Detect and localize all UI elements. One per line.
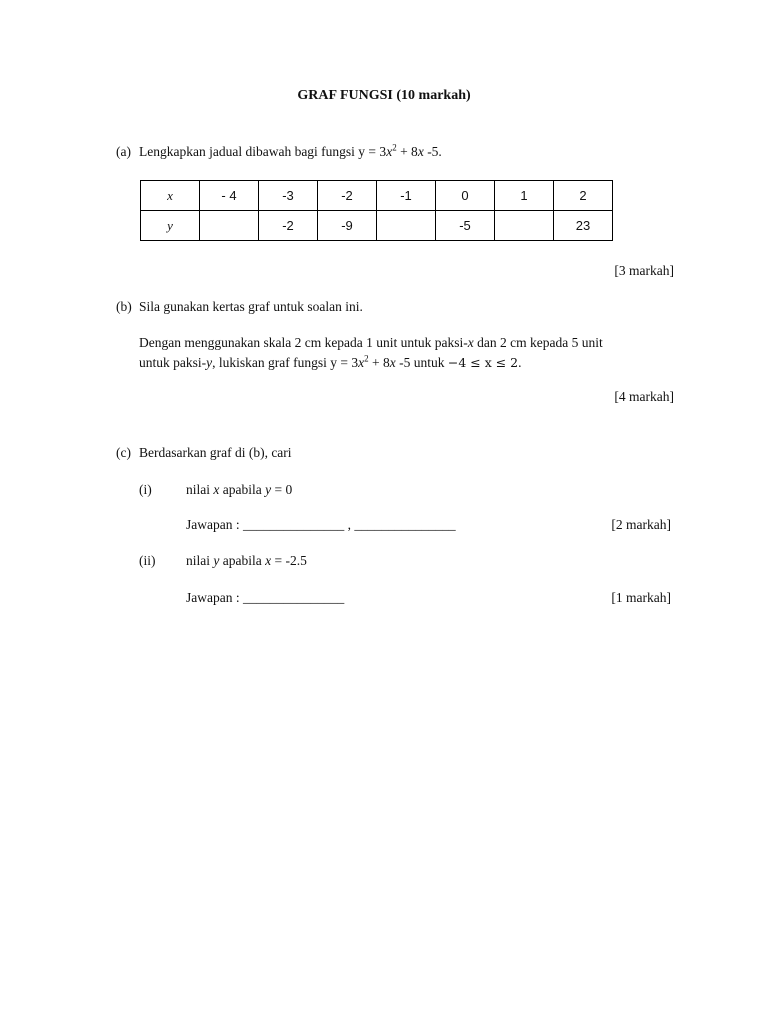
question-a-text: Lengkapkan jadual dibawah bagi fungsi $y = 3x^2 + 8x$ -5. — [139, 142, 442, 159]
table-cell-x: -3 — [259, 181, 318, 211]
question-c-ii-text: nilai y apabila x = -2.5 — [186, 553, 307, 568]
table-cell-x: - 4 — [200, 181, 259, 211]
question-c-text: Berdasarkan graf di (b), cari — [139, 445, 292, 460]
table-header-y: y — [141, 211, 200, 241]
question-c-ii-label: (ii) — [139, 553, 156, 568]
table-cell-y[interactable] — [495, 211, 554, 241]
table-cell-y[interactable] — [200, 211, 259, 241]
table-cell-x: -2 — [318, 181, 377, 211]
marks-c-ii: [1 markah] — [611, 590, 671, 605]
instruction-line-2: untuk paksi-y, lukiskan graf fungsi $y = 3x^2 + 8x$ -5 untuk −4 ≤ x ≤ 2. — [139, 353, 522, 370]
table-cell-y: 23 — [554, 211, 613, 241]
question-a-label: (a) — [116, 144, 131, 159]
table-header-x: x — [141, 181, 200, 211]
question-c-i-label: (i) — [139, 482, 152, 497]
table-cell-y[interactable] — [377, 211, 436, 241]
question-b-instruction — [139, 333, 603, 373]
question-b-label: (b) — [116, 299, 132, 314]
marks-a: [3 markah] — [614, 263, 674, 278]
page-title: GRAF FUNGSI (10 markah) — [297, 88, 471, 103]
table-cell-x: 2 — [554, 181, 613, 211]
table-row-y — [141, 211, 613, 241]
answer-line-c-ii[interactable]: Jawapan : _______________ — [186, 590, 345, 605]
marks-b: [4 markah] — [614, 389, 674, 404]
table-cell-y: -5 — [436, 211, 495, 241]
marks-c-i: [2 markah] — [611, 517, 671, 532]
table-cell-x: 1 — [495, 181, 554, 211]
table-cell-x: 0 — [436, 181, 495, 211]
answer-line-c-i[interactable]: Jawapan : _______________ , _______________ — [186, 517, 456, 532]
instruction-line-1: Dengan menggunakan skala 2 cm kepada 1 unit untuk paksi-x dan 2 cm kepada 5 unit — [139, 335, 603, 350]
table-cell-y: -2 — [259, 211, 318, 241]
table-cell-x: -1 — [377, 181, 436, 211]
question-b-text: Sila gunakan kertas graf untuk soalan ini. — [139, 299, 363, 314]
question-c-label: (c) — [116, 445, 131, 460]
question-c-i-text: nilai x apabila y = 0 — [186, 482, 293, 497]
table-cell-y: -9 — [318, 211, 377, 241]
function-table — [140, 180, 613, 241]
domain-inequality: −4 ≤ x ≤ 2 — [447, 355, 519, 370]
table-row-x — [141, 181, 613, 211]
